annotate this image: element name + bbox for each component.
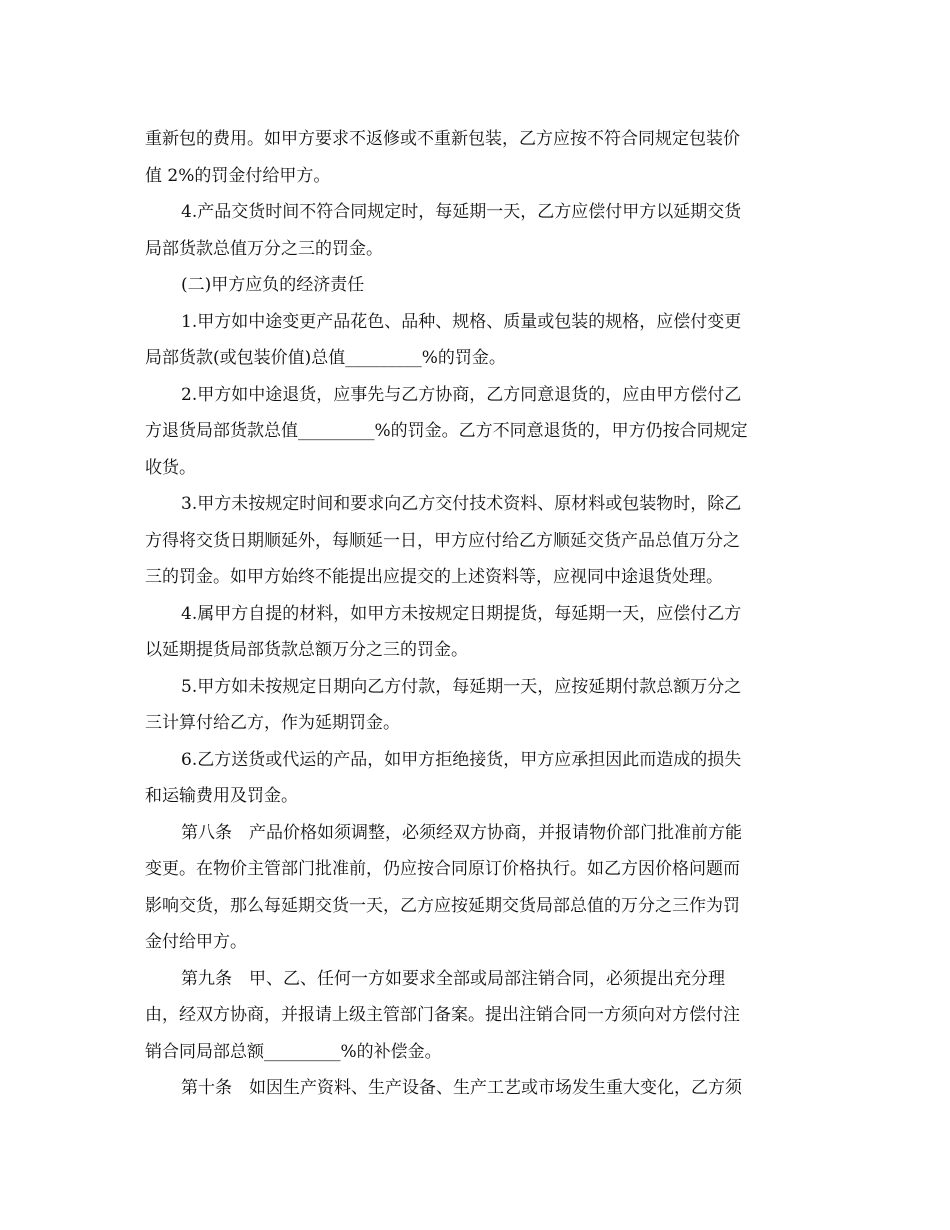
text-line: 由，经双方协商，并报请上级主管部门备案。提出注销合同一方须向对方偿付注 (145, 1005, 740, 1025)
text-line: 局部货款总值万分之三的罚金。 (145, 238, 383, 259)
paragraph-start: 1.甲方如中途变更产品花色、品种、规格、质量或包装的规格，应偿付变更 (181, 311, 742, 332)
text-line: 销合同局部总额_________%的补偿金。 (145, 1041, 442, 1062)
text-line: 和运输费用及罚金。 (145, 786, 298, 806)
text-line: 以延期提货局部货款总额万分之三的罚金。 (145, 640, 468, 660)
text-line: 三计算付给乙方，作为延期罚金。 (145, 713, 400, 733)
article-8-start: 第八条 产品价格如须调整，必须经双方协商，并报请物价部门批准前方能 (181, 822, 742, 843)
paragraph-start: 5.甲方如未按规定日期向乙方付款，每延期一天，应按延期付款总额万分之 (181, 676, 742, 697)
text-line: 金付给甲方。 (145, 932, 247, 952)
paragraph-start: 3.甲方未按规定时间和要求向乙方交付技术资料、原材料或包装物时，除乙 (181, 494, 742, 514)
text-line: 收货。 (145, 457, 196, 478)
text-line: 局部货款(或包装价值)总值_________%的罚金。 (145, 348, 506, 368)
contract-text (145, 121, 810, 1107)
text-line: 方退货局部货款总值_________%的罚金。乙方不同意退货的，甲方仍按合同规定 (145, 421, 748, 441)
paragraph-start: 4.产品交货时间不符合同规定时，每延期一天，乙方应偿付甲方以延期交货 (181, 202, 742, 222)
article-10-start: 第十条 如因生产资料、生产设备、生产工艺或市场发生重大变化，乙方须 (181, 1078, 742, 1098)
section-heading: (二)甲方应负的经济责任 (181, 275, 365, 295)
article-9-start: 第九条 甲、乙、任何一方如要求全部或局部注销合同，必须提出充分理 (181, 968, 725, 989)
text-line: 变更。在物价主管部门批准前，仍应按合同原订价格执行。如乙方因价格问题而 (145, 859, 740, 879)
text-line: 重新包的费用。如甲方要求不返修或不重新包装，乙方应按不符合同规定包装价 (145, 129, 740, 149)
text-line: 影响交货，那么每延期交货一天，乙方应按延期交货局部总值的万分之三作为罚 (145, 895, 740, 916)
paragraph-start: 4.属甲方自提的材料，如甲方未按规定日期提货，每延期一天，应偿付乙方 (181, 603, 742, 624)
paragraph-start: 6.乙方送货或代运的产品，如甲方拒绝接货，甲方应承担因此而造成的损失 (181, 749, 742, 770)
text-line: 三的罚金。如甲方始终不能提出应提交的上述资料等，应视同中途退货处理。 (145, 567, 723, 587)
paragraph-start: 2.甲方如中途退货，应事先与乙方协商，乙方同意退货的，应由甲方偿付乙 (181, 384, 742, 405)
text-line: 值 2%的罚金付给甲方。 (145, 165, 331, 186)
text-line: 方得将交货日期顺延外，每顺延一日，甲方应付给乙方顺延交货产品总值万分之 (145, 530, 740, 551)
